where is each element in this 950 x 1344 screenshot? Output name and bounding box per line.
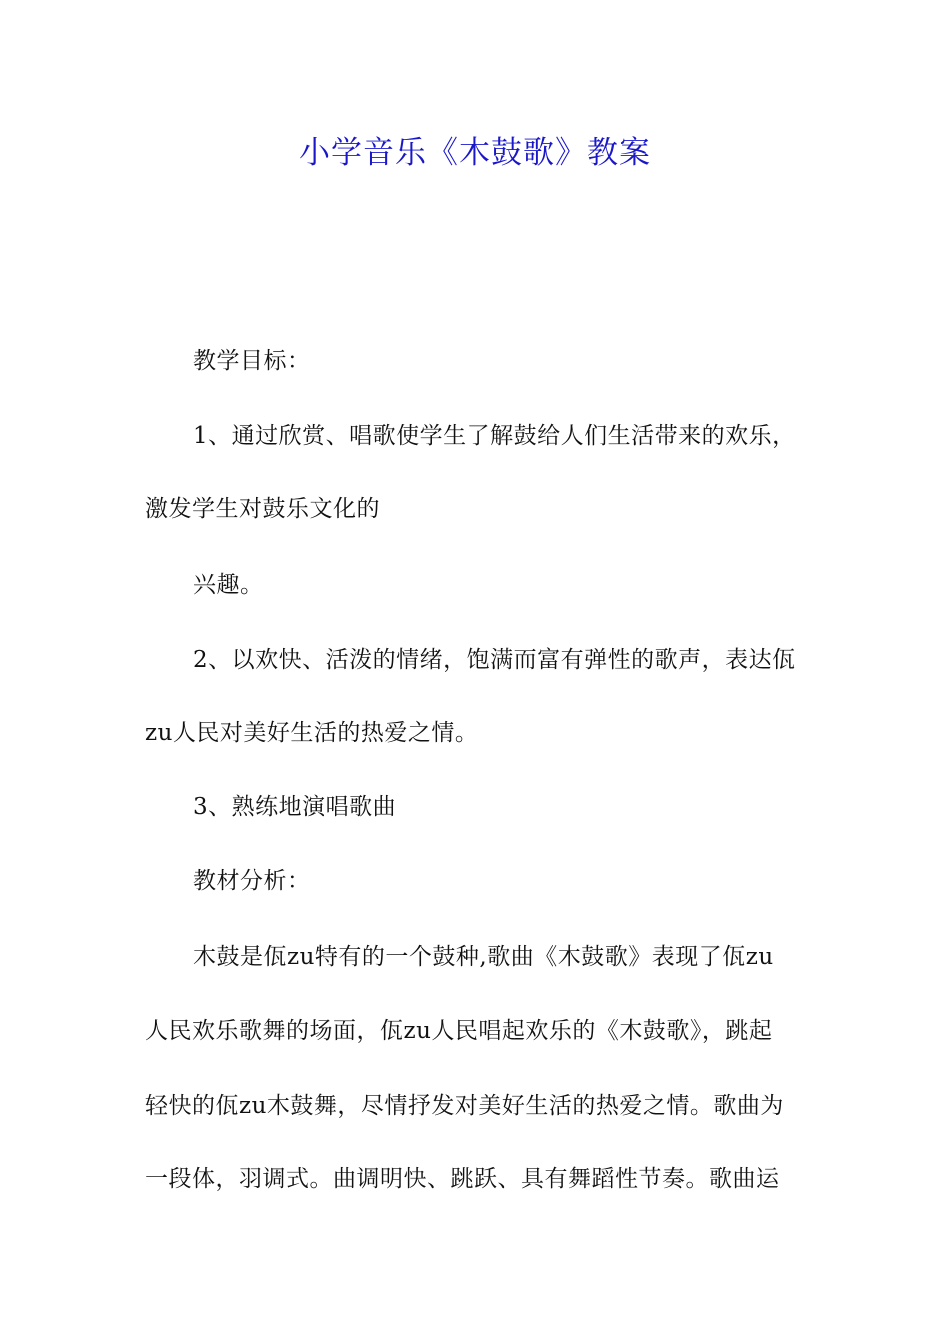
- document-title: 小学音乐《木鼓歌》教案: [299, 135, 651, 171]
- paragraph-line: 兴趣。: [193, 572, 264, 598]
- paragraph-line: 3、熟练地演唱歌曲: [193, 794, 397, 820]
- paragraph-line: 人民欢乐歌舞的场面，佤zu人民唱起欢乐的《木鼓歌》，跳起: [145, 1018, 773, 1044]
- section-heading-analysis: 教材分析：: [193, 868, 311, 894]
- paragraph-line: 激发学生对鼓乐文化的: [145, 496, 380, 522]
- section-heading-objectives: 教学目标：: [193, 348, 311, 374]
- paragraph-line: 轻快的佤zu木鼓舞，尽情抒发对美好生活的热爱之情。歌曲为: [145, 1093, 784, 1119]
- paragraph-line: 木鼓是佤zu特有的一个鼓种,歌曲《木鼓歌》表现了佤zu: [193, 944, 774, 970]
- paragraph-line: zu人民对美好生活的热爱之情。: [145, 720, 479, 746]
- paragraph-line: 一段体，羽调式。曲调明快、跳跃、具有舞蹈性节奏。歌曲运: [145, 1166, 780, 1192]
- paragraph-line: 1、通过欣赏、唱歌使学生了解鼓给人们生活带来的欢乐，: [193, 423, 796, 449]
- paragraph-line: 2、以欢快、活泼的情绪，饱满而富有弹性的歌声，表达佤: [193, 647, 796, 673]
